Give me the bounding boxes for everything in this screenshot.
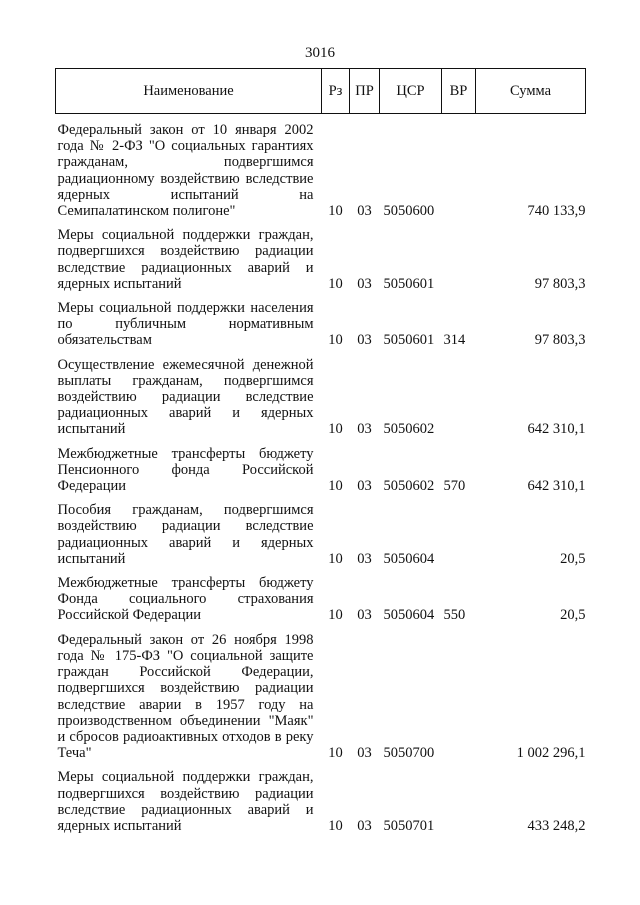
row-vr: 570 — [443, 478, 466, 495]
header-rz: Рз — [322, 69, 350, 114]
row-name: Федеральный закон от 26 ноября 1998 года № 175-ФЗ "О социальной защите граждан Российской Федерации, подвергшихся воздействию радиации вследствие аварии в 1957 году на производственном объединении "Маяк" и сбросов радиоактивных отходов в реку Теча" — [57, 631, 314, 762]
header-sum: Сумма — [476, 69, 586, 114]
row-sum: 740 133,9 — [527, 203, 586, 220]
row-name: Меры социальной поддержки населения по публичным нормативным обязательствам — [57, 300, 314, 349]
row-vr: 314 — [443, 332, 466, 349]
row-rz: 10 — [328, 607, 343, 624]
row-vr — [442, 227, 476, 292]
table-row — [56, 769, 586, 834]
header-csr: ЦСР — [380, 69, 442, 114]
row-sum: 20,5 — [560, 607, 586, 624]
row-name: Межбюджетные трансферты бюджету Фонда социального страхования Российской Федерации — [57, 575, 314, 624]
row-name: Пособия гражданам, подвергшимся воздействию радиации вследствие радиационных аварий и ядерных испытаний — [57, 502, 314, 567]
row-vr — [442, 769, 476, 834]
row-csr: 5050602 — [383, 478, 435, 495]
row-pr: 03 — [357, 817, 372, 834]
row-rz: 10 — [328, 203, 343, 220]
row-pr: 03 — [357, 275, 372, 292]
row-vr — [442, 502, 476, 567]
table-header-row — [56, 69, 586, 114]
row-sum: 1 002 296,1 — [516, 745, 586, 762]
row-sum: 97 803,3 — [534, 332, 586, 349]
row-rz: 10 — [328, 421, 343, 438]
table-row — [56, 632, 586, 762]
row-pr: 03 — [357, 203, 372, 220]
row-pr: 03 — [357, 421, 372, 438]
table-row — [56, 300, 586, 349]
header-pr: ПР — [350, 69, 380, 114]
row-csr: 5050602 — [383, 421, 435, 438]
row-sum: 433 248,2 — [527, 817, 586, 834]
row-name: Осуществление ежемесячной денежной выплаты гражданам, подвергшимся воздействию радиации вследствие радиационных аварий и ядерных испытаний — [57, 356, 314, 438]
row-pr: 03 — [357, 332, 372, 349]
row-vr: 550 — [443, 607, 466, 624]
row-sum: 642 310,1 — [527, 421, 586, 438]
row-rz: 10 — [328, 332, 343, 349]
row-csr: 5050601 — [383, 332, 435, 349]
row-vr — [442, 122, 476, 219]
row-pr: 03 — [357, 607, 372, 624]
table-row — [56, 446, 586, 495]
row-pr: 03 — [357, 478, 372, 495]
row-csr: 5050601 — [383, 275, 435, 292]
row-csr: 5050604 — [383, 550, 435, 567]
table-row — [56, 575, 586, 624]
row-rz: 10 — [328, 275, 343, 292]
table-row — [56, 227, 586, 292]
row-vr — [442, 357, 476, 438]
row-pr: 03 — [357, 550, 372, 567]
table-row — [56, 122, 586, 219]
row-name: Меры социальной поддержки граждан, подвергшихся воздействию радиации вследствие радиационных аварий и ядерных испытаний — [57, 227, 314, 292]
header-vr: ВР — [442, 69, 476, 114]
row-pr: 03 — [357, 745, 372, 762]
row-name: Федеральный закон от 10 января 2002 года № 2-ФЗ "О социальных гарантиях гражданам, подвергшимся радиационному воздействию вследствие ядерных испытаний на Семипалатинском полигоне" — [57, 122, 314, 220]
row-rz: 10 — [328, 745, 343, 762]
row-rz: 10 — [328, 817, 343, 834]
row-sum: 642 310,1 — [527, 478, 586, 495]
header-name: Наименование — [56, 69, 322, 114]
budget-table — [55, 68, 586, 834]
row-vr — [442, 632, 476, 762]
table-row — [56, 357, 586, 438]
row-sum: 20,5 — [560, 550, 586, 567]
row-csr: 5050700 — [383, 745, 435, 762]
page-number: 3016 — [305, 45, 335, 61]
row-name: Межбюджетные трансферты бюджету Пенсионного фонда Российской Федерации — [57, 445, 314, 495]
row-name: Меры социальной поддержки граждан, подвергшихся воздействию радиации вследствие радиационных аварий и ядерных испытаний — [57, 769, 314, 834]
row-rz: 10 — [328, 550, 343, 567]
row-csr: 5050604 — [383, 607, 435, 624]
table-row — [56, 502, 586, 567]
row-sum: 97 803,3 — [534, 275, 586, 292]
row-rz: 10 — [328, 478, 343, 495]
row-csr: 5050600 — [383, 203, 435, 220]
row-csr: 5050701 — [383, 817, 435, 834]
